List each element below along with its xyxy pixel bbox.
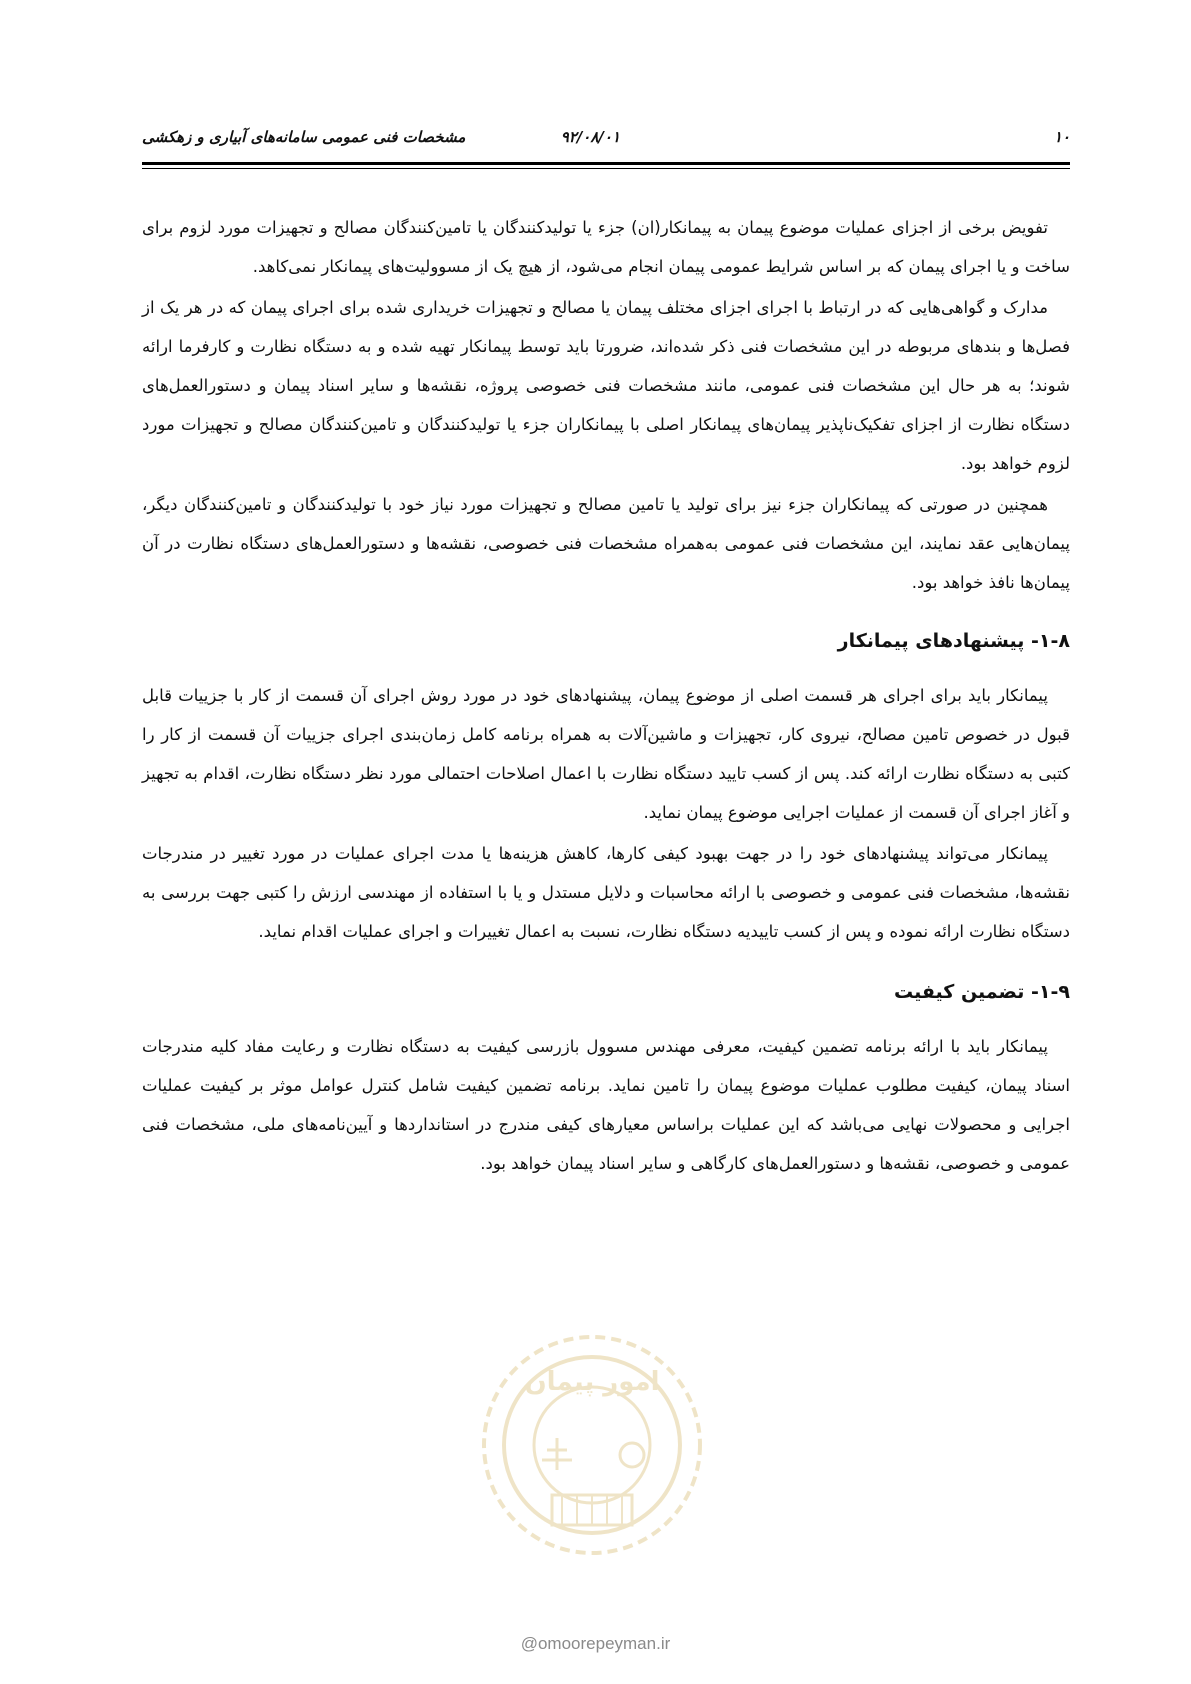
watermark-stamp-logo (472, 1310, 712, 1580)
section-heading-quality-assurance: ۱-۹- تضمین کیفیت (893, 981, 1070, 1003)
header-title: مشخصات فنی عمومی سامانه‌های آبیاری و زهکشی (142, 128, 466, 146)
paragraph: پیمانکار باید برای اجرای هر قسمت اصلی از موضوع پیمان، پیشنهادهای خود در مورد روش اجرای آن قسمت از کار با جزییات قابل قبول در خصوص تامین مصالح، نیروی کار، تجهیزات و ماشین‌آلات به همراه برنامه کامل زمان‌بندی اجرای جزییات آن قسمت از کار را کتبی به دستگاه نظارت ارائه کند. پس از کسب تایید دستگاه نظارت با اعمال اصلاحات احتمالی مورد نظر دستگاه نظارت، اقدام به تجهیز و آغاز اجرای آن قسمت از عملیات اجرایی موضوع پیمان نماید. (142, 686, 1070, 822)
page-header (142, 128, 1070, 152)
stamp-text: امور پیمان (524, 1367, 660, 1397)
paragraph: مدارک و گواهی‌هایی که در ارتباط با اجرای اجزای مختلف پیمان یا مصالح و تجهیزات خریداری شده برای اجرای پیمان که در هر یک از فصل‌ها و بندهای مربوطه در این مشخصات فنی ذکر شده‌اند، ضرورتا باید توسط پیمانکار تهیه شده و به دستگاه نظارت و کارفرما ارائه شوند؛ به هر حال این مشخصات فنی عمومی، مانند مشخصات فنی خصوصی پروژه، نقشه‌ها و سایر اسناد پیمان و دستورالعمل‌های دستگاه نظارت از اجزای تفکیک‌ناپذیر پیمان‌های پیمانکار اصلی با پیمانکاران جزء یا تولیدکنندگان و تامین‌کنندگان مصالح و تجهیزات مورد لزوم خواهد بود. (142, 298, 1070, 473)
paragraph: پیمانکار می‌تواند پیشنهادهای خود را در جهت بهبود کیفی کارها، کاهش هزینه‌ها یا مدت اجرای عملیات در مورد تغییر در مندرجات نقشه‌ها، مشخصات فنی عمومی و خصوصی با ارائه محاسبات و دلایل مستدل و یا با استفاده از مهندسی ارزش را کتبی جهت بررسی به دستگاه نظارت ارائه نموده و پس از کسب تاییدیه دستگاه نظارت، نسبت به اعمال تغییرات و اجرای عملیات اقدام نماید. (142, 844, 1070, 941)
paragraph: تفویض برخی از اجزای عملیات موضوع پیمان به پیمانکار(ان) جزء یا تولیدکنندگان یا تامین‌کنندگان مصالح و تجهیزات مورد لزوم برای ساخت و یا اجرای پیمان که بر اساس شرایط عمومی پیمان انجام می‌شود، از هیچ یک از مسوولیت‌های پیمانکار نمی‌کاهد. (142, 218, 1070, 276)
header-rule-thin (142, 168, 1070, 169)
page-number: ۱۰ (1053, 128, 1070, 146)
document-body (142, 208, 1070, 1185)
watermark-site-text: @omoorepeyman.ir (520, 1634, 671, 1653)
header-rule-thick (142, 162, 1070, 165)
paragraph: همچنین در صورتی که پیمانکاران جزء نیز برای تولید یا تامین مصالح و تجهیزات مورد نیاز خود با تولیدکنندگان و تامین‌کنندگان دیگر، پیمان‌هایی عقد نمایند، این مشخصات فنی عمومی به‌همراه مشخصات فنی خصوصی، نقشه‌ها و دستورالعمل‌های دستگاه نظارت در آن پیمان‌ها نافذ خواهد بود. (142, 495, 1070, 592)
paragraph: پیمانکار باید با ارائه برنامه تضمین کیفیت، معرفی مهندس مسوول بازرسی کیفیت به دستگاه نظارت و رعایت مفاد کلیه مندرجات اسناد پیمان، کیفیت مطلوب عملیات موضوع پیمان را تامین نماید. برنامه تضمین کیفیت شامل کنترل عوامل موثر بر کیفیت عملیات اجرایی و محصولات نهایی می‌باشد که این عملیات براساس معیارهای کیفی مندرج در استانداردها و آیین‌نامه‌های ملی، مشخصات فنی عمومی و خصوصی، نقشه‌ها و دستورالعمل‌های کارگاهی و سایر اسناد پیمان خواهد بود. (142, 1037, 1070, 1173)
section-heading-contractor-proposals: ۱-۸- پیشنهادهای پیمانکار (837, 630, 1070, 652)
header-date: ۹۲/۰۸/۰۱ (560, 128, 620, 146)
